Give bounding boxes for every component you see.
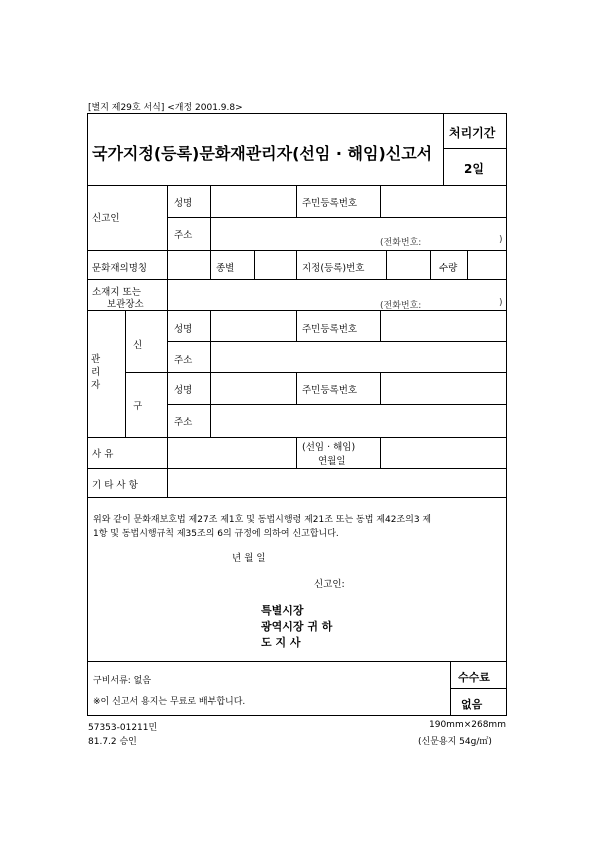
free-distribution-note: ※이 신고서 용지는 무료로 배부합니다. xyxy=(93,697,246,707)
manager-label: 관 리 자 xyxy=(91,354,101,391)
location-phone-close: ) xyxy=(499,298,503,308)
manager-old-label: 구 xyxy=(133,401,143,412)
heritage-quantity-label: 수량 xyxy=(439,263,458,274)
reporter-address-label: 주소 xyxy=(174,230,193,241)
statement-line1: 위와 같이 문화재보호법 제27조 제1호 및 동법시행령 제21조 또는 동법 제42조의3 제 xyxy=(93,515,432,525)
reporter-phone-close: ) xyxy=(499,235,503,245)
manager-old-id-label: 주민등록번호 xyxy=(302,385,358,396)
reporter-label: 신고인 xyxy=(92,213,120,224)
processing-period-value: 2일 xyxy=(464,162,484,176)
recipient-1: 특별시장 xyxy=(261,604,304,617)
reporter-phone-label: (전화번호: xyxy=(380,238,422,248)
reason-date-label-line2: 연월일 xyxy=(318,456,346,467)
manager-new-id-label: 주민등록번호 xyxy=(302,324,358,335)
form-title: 국가지정(등록)문화재관리자(선임 · 해임)신고서 xyxy=(92,144,433,163)
manager-new-label: 신 xyxy=(133,340,143,351)
processing-period-label: 처리기간 xyxy=(449,126,496,140)
form-code: [별지 제29호 서식] <개정 2001.9.8> xyxy=(88,103,243,113)
paper-type: (신문용지 54g/㎡) xyxy=(418,737,492,747)
fee-label: 수수료 xyxy=(458,671,490,684)
paper-size: 190mm×268mm xyxy=(429,720,506,730)
manager-new-address-label: 주소 xyxy=(174,355,193,366)
heritage-name-label: 문화재의명칭 xyxy=(92,263,148,274)
approval-date: 81.7.2 승인 xyxy=(88,737,137,747)
reporter-name-label: 성명 xyxy=(174,198,193,209)
attachments-note: 구비서류: 없음 xyxy=(93,676,152,686)
statement-line2: 1항 및 동법시행규칙 제35조의 6의 규정에 의하여 신고합니다. xyxy=(93,529,339,539)
other-label: 기 타 사 항 xyxy=(92,480,138,491)
recipient-2: 광역시장 귀 하 xyxy=(261,620,333,633)
reason-label: 사 유 xyxy=(92,449,114,460)
location-label-line2: 보관장소 xyxy=(107,299,144,310)
fee-value: 없음 xyxy=(461,698,483,711)
form-code-number: 57353-01211민 xyxy=(88,723,158,733)
reporter-id-label: 주민등록번호 xyxy=(302,198,358,209)
location-label-line1: 소재지 또는 xyxy=(92,287,141,298)
manager-new-name-label: 성명 xyxy=(174,324,193,335)
heritage-designation-label: 지정(등록)번호 xyxy=(302,263,365,274)
heritage-type-label: 종별 xyxy=(216,263,235,274)
manager-old-name-label: 성명 xyxy=(174,385,193,396)
statement-date-line: 년 월 일 xyxy=(232,553,266,564)
statement-signer: 신고인: xyxy=(314,579,345,590)
location-phone-label: (전화번호: xyxy=(380,301,422,311)
manager-old-address-label: 주소 xyxy=(174,417,193,428)
recipient-3: 도 지 사 xyxy=(261,636,301,649)
reason-date-label-line1: (선임 · 해임) xyxy=(302,442,356,453)
